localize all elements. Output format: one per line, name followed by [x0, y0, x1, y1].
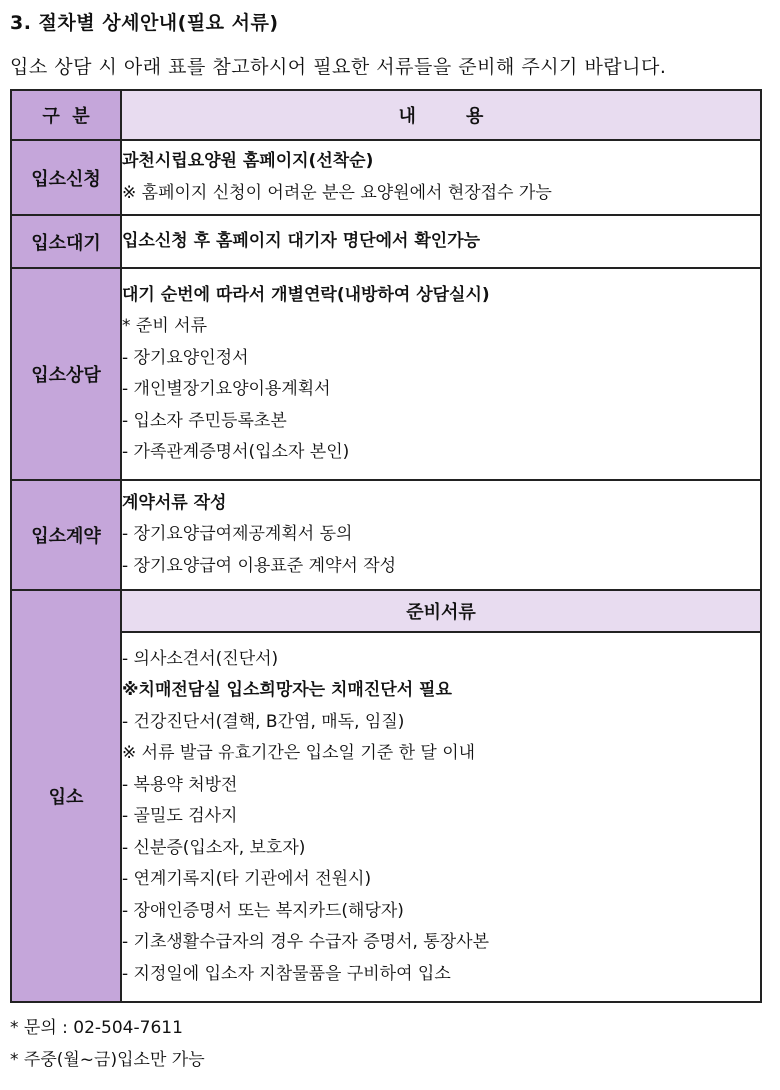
content-line: 입소신청 후 홈페이지 대기자 명단에서 확인가능 — [122, 230, 481, 251]
content-line: 계약서류 작성 — [122, 492, 227, 513]
content-line: - 기초생활수급자의 경우 수급자 증명서, 통장사본 — [122, 932, 489, 953]
content-line: - 가족관계증명서(입소자 본인) — [122, 442, 350, 462]
section-description: 입소 상담 시 아래 표를 참고하시어 필요한 서류들을 준비해 주시기 바랍니다. — [10, 56, 667, 78]
row-content — [121, 480, 761, 590]
content-line: - 의사소견서(진단서) — [122, 648, 279, 669]
contact-note: * 문의 : 02-504-7611 — [10, 1018, 183, 1038]
row-label: 입소신청 — [11, 140, 121, 215]
content-line: - 장애인증명서 또는 복지카드(해당자) — [122, 900, 404, 921]
table-row — [11, 140, 761, 215]
content-line: 과천시립요양원 홈페이지(선착순) — [122, 151, 374, 171]
content-line: - 입소자 주민등록초본 — [122, 410, 287, 431]
content-line: - 복용약 처방전 — [122, 774, 238, 795]
table-row — [11, 590, 761, 632]
section-title: 3. 절차별 상세안내(필요 서류) — [10, 12, 279, 34]
table-row — [11, 480, 761, 590]
procedure-table — [10, 89, 762, 1003]
row-content — [121, 632, 761, 1002]
content-line: 대기 순번에 따라서 개별연락(내방하여 상담실시) — [122, 284, 490, 305]
row-label: 입소계약 — [11, 480, 121, 590]
row-label: 입소 — [11, 590, 121, 1002]
table-row — [11, 268, 761, 480]
row-label: 입소상담 — [11, 268, 121, 480]
header-category: 구 분 — [11, 90, 121, 140]
row-content — [121, 215, 761, 268]
row-content — [121, 140, 761, 215]
table-header-row — [11, 90, 761, 140]
row-content — [121, 268, 761, 480]
content-line: - 지정일에 입소자 지참물품을 구비하여 입소 — [122, 963, 451, 984]
row-label: 입소대기 — [11, 215, 121, 268]
content-line: - 장기요양급여 이용표준 계약서 작성 — [122, 555, 397, 576]
content-line: - 장기요양인정서 — [122, 347, 249, 368]
row-subheader: 준비서류 — [121, 590, 761, 632]
content-line: ※ 서류 발급 유효기간은 입소일 기준 한 달 이내 — [122, 743, 476, 764]
content-line: ※ 홈페이지 신청이 어려운 분은 요양원에서 현장접수 가능 — [122, 182, 552, 203]
content-line: - 연계기록지(타 기관에서 전원시) — [122, 869, 372, 890]
table-row — [11, 215, 761, 268]
content-line: - 개인별장기요양이용계획서 — [122, 379, 331, 399]
header-content: 내 용 — [121, 90, 761, 140]
table-row — [11, 632, 761, 1002]
content-line: - 골밀도 검사지 — [122, 806, 238, 827]
content-line: - 건강진단서(결핵, B간염, 매독, 임질) — [122, 711, 405, 732]
content-line: ※치매전담실 입소희망자는 치매진단서 필요 — [122, 680, 452, 701]
content-line: * 준비 서류 — [122, 316, 207, 336]
content-line: - 신분증(입소자, 보호자) — [122, 837, 306, 858]
content-line: - 장기요양급여제공계획서 동의 — [122, 524, 353, 545]
weekday-note: * 주중(월~금)입소만 가능 — [10, 1050, 205, 1070]
